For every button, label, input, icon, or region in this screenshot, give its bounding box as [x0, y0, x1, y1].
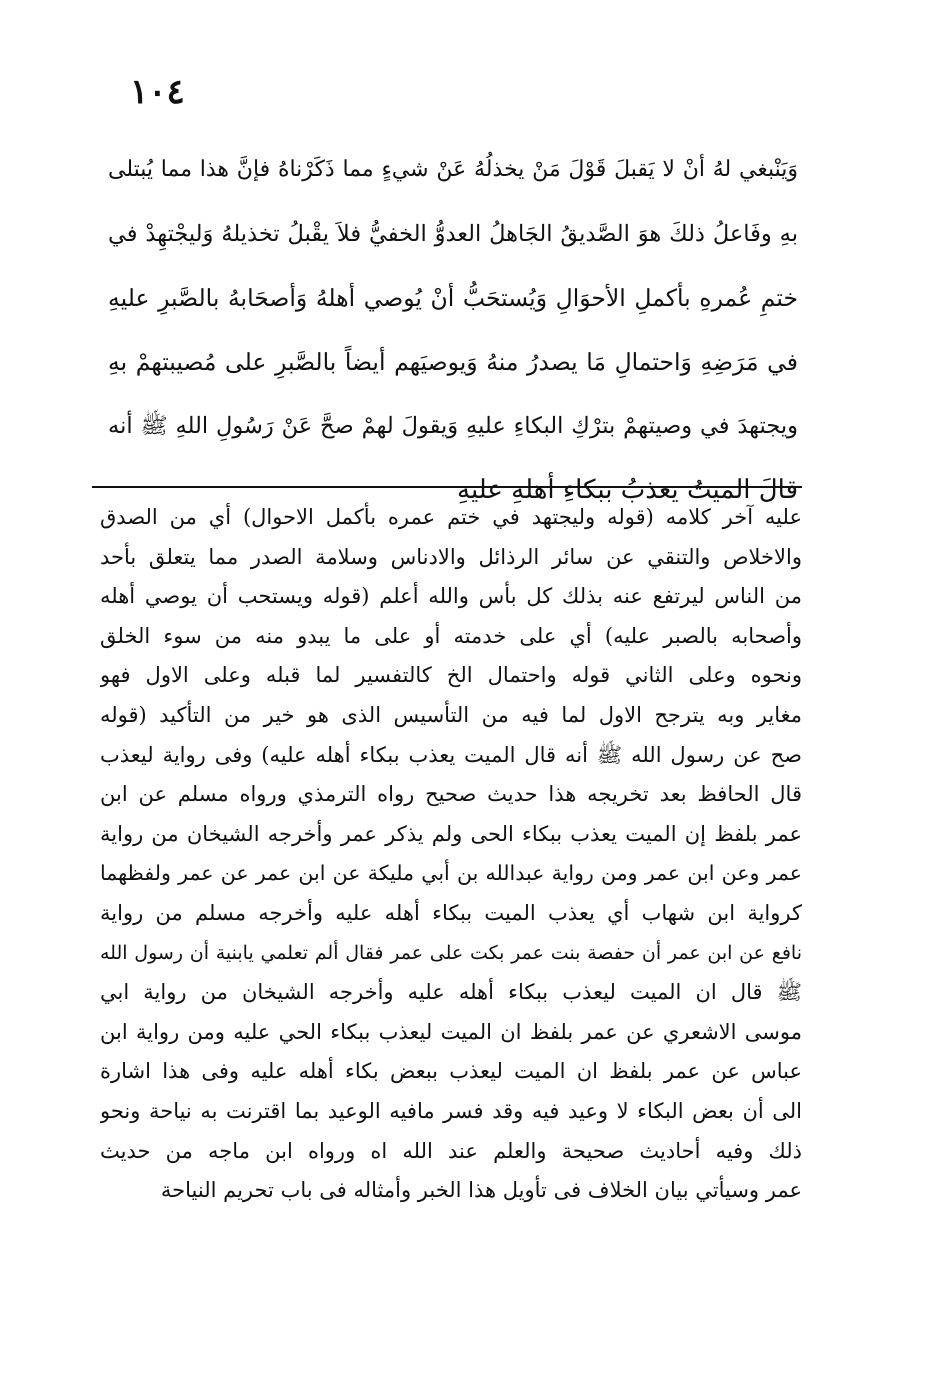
commentary-line: مغاير وبه يترجح الاول لما فيه من التأسيس الذى هو خير من التأكيد (قوله — [100, 702, 802, 727]
commentary-line: عباس عن عمر بلفظ ان الميت ليعذب ببعض بكاء أهله عليه وفى هذا اشارة — [100, 1059, 802, 1084]
commentary-line: الى أن بعض البكاء لا وعيد فيه وقد فسر مافيه الوعيد بما اقترنت به نياحة ونحو — [100, 1098, 802, 1123]
commentary-line: موسى الاشعري عن عمر بلفظ ان الميت ليعذب ببكاء الحي عليه ومن رواية ابن — [100, 1019, 802, 1044]
page-number: ١٠٤ — [130, 72, 185, 112]
main-text-line: ويجتهدَ في وصيتهمْ بترْكِ البكاءِ عليهِ وَيقولَ لهمْ صحَّ عَنْ رَسُولِ اللهِ ﷺ أنه — [108, 413, 798, 439]
commentary-line: كرواية ابن شهاب أي يعذب الميت ببكاء أهله عليه وأخرجه مسلم من رواية — [100, 900, 802, 925]
commentary-line: عمر وسيأتي بيان الخلاف فى تأويل هذا الخبر وأمثاله فى باب تحريم النياحة — [160, 1178, 802, 1203]
section-divider — [92, 486, 802, 488]
commentary-line: عمر وعن ابن عمر ومن رواية عبدالله بن أبي مليكة عن ابن عمر عن عمر ولفظهما — [100, 861, 802, 886]
commentary-line: وأصحابه بالصبر عليه) أي على خدمته أو على ما يبدو منه من سوء الخلق — [100, 623, 802, 648]
main-text-line: وَيَنْبغي لهُ أنْ لا يَقبلَ قَوْلَ مَنْ يخذلُهُ عَنْ شيءٍ مما ذَكَرْناهُ فإنَّ هذا مما يُبتلى — [108, 157, 798, 182]
main-text-line: ختمِ عُمرهِ بأكملِ الأحوَالِ وَيُستحَبُّ أنْ يُوصي أهلهُ وَأصحَابهُ بالصَّبرِ عليهِ — [108, 284, 798, 312]
main-text-line: في مَرَضِهِ وَاحتمالِ مَا يصدرُ منهُ وَيوصيَهم أيضاً بالصَّبرِ على مُصيبتهمْ بهِ — [108, 348, 798, 376]
commentary-block — [100, 498, 802, 1211]
main-text-block — [108, 138, 798, 522]
commentary-line: ونحوه وعلى الثاني قوله واحتمال الخ كالتفسير لما قبله وعلى الاول فهو — [100, 663, 802, 688]
main-text-line: بهِ وفَاعلُ ذلكَ هوَ الصَّديقُ الجَاهلُ العدوُّ الخفيُّ فلاَ يقْبلُ تخذيلهُ وَليجْتهِدْ في — [108, 221, 798, 247]
commentary-line: ذلك وفيه أحاديث صحيحة والعلم عند الله اه ورواه ابن ماجه من حديث — [100, 1138, 802, 1163]
main-text-line: قالَ الميتُ يعذبُ ببكاءِ أهلهِ عليهِ — [457, 475, 798, 505]
commentary-line: قال الحافظ بعد تخريجه هذا حديث صحيح رواه الترمذي ورواه مسلم عن ابن — [100, 782, 802, 807]
commentary-line: صح عن رسول الله ﷺ أنه قال الميت يعذب ببكاء أهله عليه) وفى رواية ليعذب — [100, 742, 802, 767]
commentary-line: ﷺ قال ان الميت ليعذب ببكاء أهله عليه وأخرجه الشيخان من رواية ابي — [100, 980, 802, 1005]
commentary-line: نافع عن ابن عمر أن حفصة بنت عمر بكت على عمر فقال ألم تعلمي يابنية أن رسول الله — [100, 941, 802, 964]
commentary-line: عليه آخر كلامه (قوله وليجتهد في ختم عمره بأكمل الاحوال) أي من الصدق — [100, 505, 802, 529]
commentary-line: عمر بلفظ إن الميت يعذب ببكاء الحى ولم يذكر عمر وأخرجه الشيخان من رواية — [100, 821, 802, 846]
commentary-line: من الناس ليرتفع عنه بذلك كل بأس والله أعلم (قوله ويستحب أن يوصي أهله — [100, 584, 802, 609]
commentary-line: والاخلاص والتنقي عن سائر الرذائل والادناس وسلامة الصدر مما يتعلق بأحد — [100, 544, 802, 569]
